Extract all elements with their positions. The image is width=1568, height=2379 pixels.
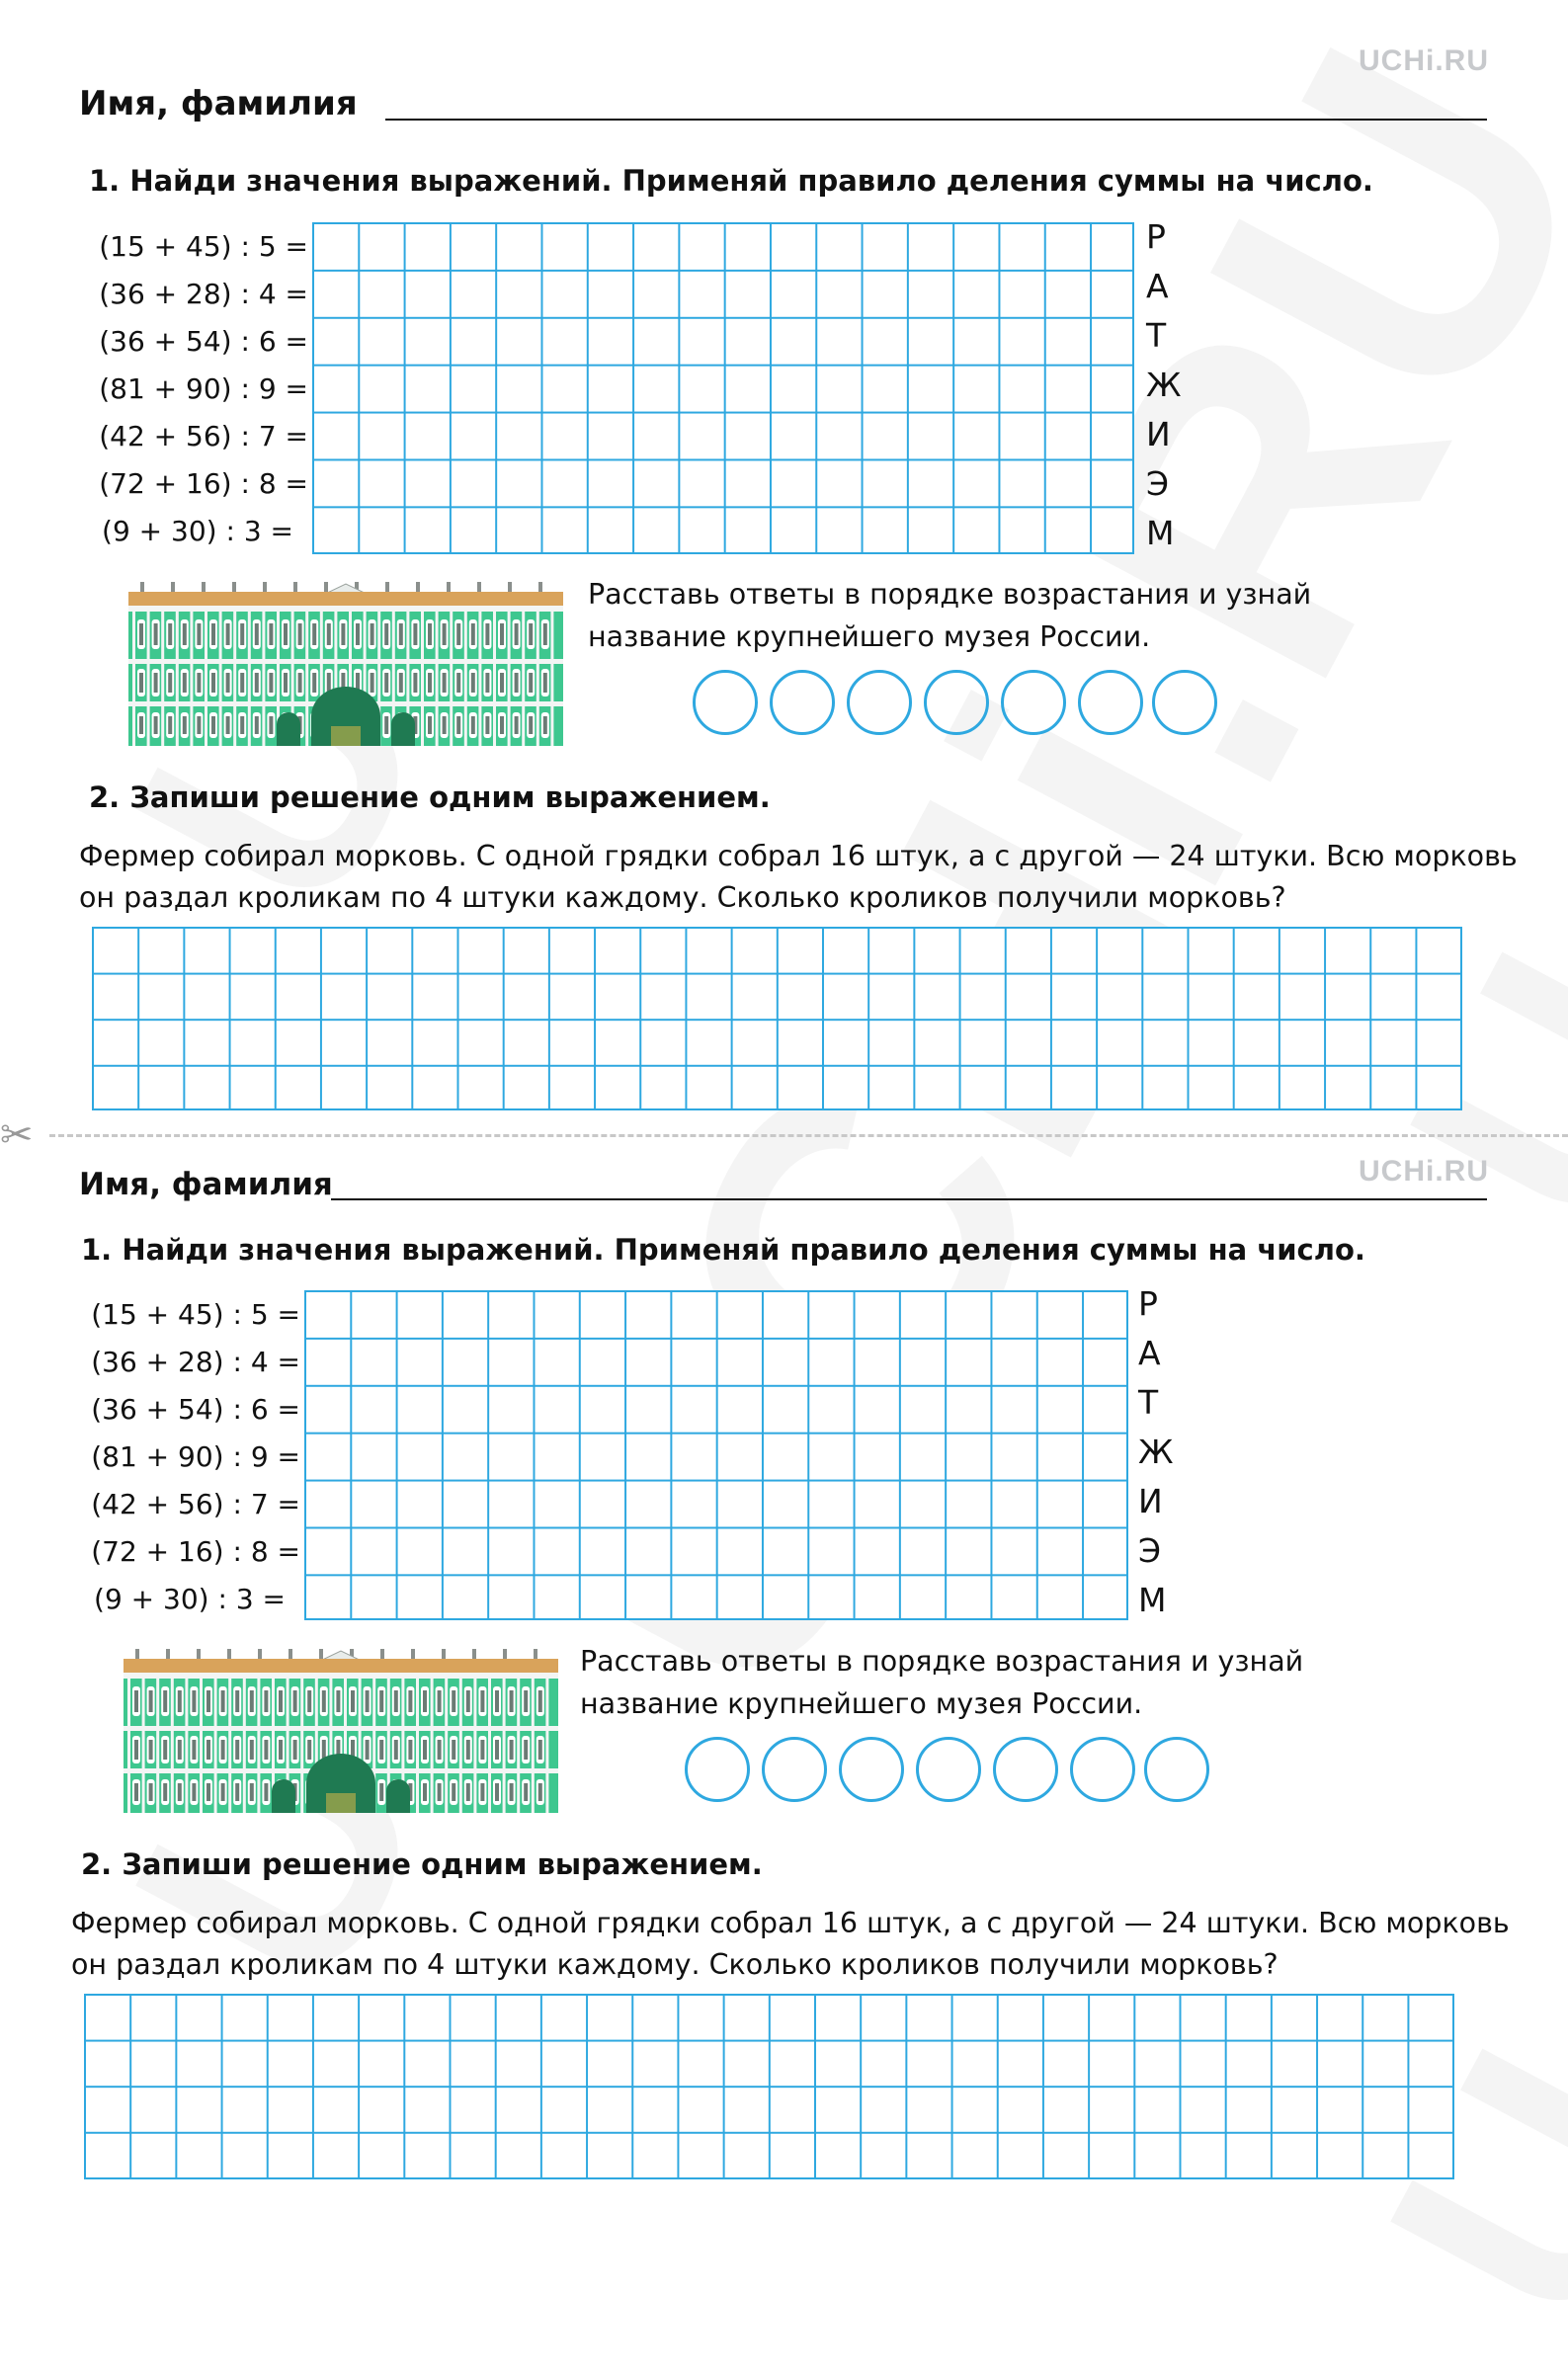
task2-problem-text	[71, 1903, 1510, 1986]
answer-letter: Р	[1138, 1284, 1158, 1323]
instruction-line: Расставь ответы в порядке возрастания и узнай	[580, 1645, 1304, 1678]
answer-letter: Р	[1146, 217, 1166, 256]
task1-number: 1.	[89, 164, 121, 198]
task2-heading	[89, 780, 771, 814]
answer-letter: И	[1146, 415, 1171, 453]
answer-letter: Ж	[1146, 366, 1182, 404]
brand-logo: UCHi.RU	[1359, 44, 1489, 77]
answer-grid-task1[interactable]	[304, 1290, 1128, 1620]
answer-letter: И	[1138, 1482, 1163, 1520]
task2-problem-text	[79, 836, 1518, 919]
answer-letter: Т	[1138, 1383, 1159, 1422]
expression: (9 + 30) : 3 =	[94, 1583, 286, 1615]
problem-line: Фермер собирал морковь. С одной грядки собрал 16 штук, а с другой — 24 штуки. Всю морковь	[79, 840, 1518, 872]
task2-title: Запиши решение одним выражением.	[129, 780, 771, 814]
answer-letter: Э	[1138, 1531, 1162, 1570]
task1-title: Найди значения выражений. Применяй правило деления суммы на число.	[122, 1233, 1365, 1267]
answer-grid-task2[interactable]	[84, 1994, 1454, 2179]
answer-letter: А	[1138, 1334, 1161, 1372]
name-input-line[interactable]	[331, 1198, 1487, 1200]
expression: (81 + 90) : 9 =	[91, 1440, 300, 1473]
task2-number: 2.	[89, 780, 121, 814]
answer-circle[interactable]	[924, 670, 989, 735]
hermitage-museum-illustration	[124, 1645, 558, 1813]
expression: (15 + 45) : 5 =	[99, 230, 308, 263]
expression: (72 + 16) : 8 =	[99, 467, 308, 500]
expression: (42 + 56) : 7 =	[91, 1488, 300, 1520]
answer-circle[interactable]	[762, 1737, 827, 1802]
answer-letter: А	[1146, 267, 1169, 305]
task1-instruction	[588, 573, 1311, 658]
name-input-line[interactable]	[385, 119, 1487, 121]
expression: (36 + 28) : 4 =	[99, 278, 308, 310]
answer-circle[interactable]	[693, 670, 758, 735]
scissors-icon: ✂	[0, 1112, 34, 1158]
answer-letter: Т	[1146, 316, 1167, 355]
hermitage-museum-illustration	[128, 578, 563, 746]
instruction-line: Расставь ответы в порядке возрастания и узнай	[588, 578, 1312, 611]
expression: (36 + 54) : 6 =	[91, 1393, 300, 1426]
problem-line: он раздал кроликам по 4 штуки каждому. Сколько кроликов получили морковь?	[79, 881, 1286, 914]
task2-number: 2.	[81, 1847, 113, 1881]
answer-letter: Э	[1146, 464, 1170, 503]
answer-letter: М	[1146, 514, 1175, 552]
expression: (36 + 54) : 6 =	[99, 325, 308, 358]
answer-circle[interactable]	[685, 1737, 750, 1802]
expression: (9 + 30) : 3 =	[102, 515, 293, 547]
answer-circle[interactable]	[916, 1737, 981, 1802]
task1-heading	[81, 1233, 1365, 1267]
task1-title: Найди значения выражений. Применяй правило деления суммы на число.	[129, 164, 1373, 198]
expression: (42 + 56) : 7 =	[99, 420, 308, 452]
answer-letter: Ж	[1138, 1433, 1174, 1471]
answer-grid-task1[interactable]	[312, 222, 1134, 554]
instruction-line: название крупнейшего музея России.	[588, 620, 1151, 653]
expression: (36 + 28) : 4 =	[91, 1346, 300, 1378]
instruction-line: название крупнейшего музея России.	[580, 1687, 1143, 1720]
task1-heading	[89, 164, 1373, 198]
answer-circle[interactable]	[770, 670, 835, 735]
answer-circle[interactable]	[839, 1737, 904, 1802]
cut-line	[49, 1134, 1568, 1137]
name-label: Имя, фамилия	[79, 1167, 333, 1202]
problem-line: Фермер собирал морковь. С одной грядки собрал 16 штук, а с другой — 24 штуки. Всю морковь	[71, 1907, 1510, 1939]
expression: (81 + 90) : 9 =	[99, 372, 308, 405]
name-label: Имя, фамилия	[79, 84, 358, 123]
answer-letter: М	[1138, 1581, 1167, 1619]
answer-circle[interactable]	[847, 670, 912, 735]
task1-number: 1.	[81, 1233, 113, 1267]
task1-instruction	[580, 1640, 1303, 1725]
task2-title: Запиши решение одним выражением.	[122, 1847, 763, 1881]
answer-circle[interactable]	[993, 1737, 1058, 1802]
answer-circle[interactable]	[1001, 670, 1066, 735]
task2-heading	[81, 1847, 763, 1881]
answer-circle[interactable]	[1070, 1737, 1135, 1802]
problem-line: он раздал кроликам по 4 штуки каждому. Сколько кроликов получили морковь?	[71, 1948, 1279, 1981]
expression: (72 + 16) : 8 =	[91, 1535, 300, 1568]
expression: (15 + 45) : 5 =	[91, 1298, 300, 1331]
answer-circle[interactable]	[1144, 1737, 1209, 1802]
answer-circle[interactable]	[1078, 670, 1143, 735]
answer-grid-task2[interactable]	[92, 927, 1462, 1110]
brand-logo: UCHi.RU	[1359, 1155, 1489, 1188]
answer-circle[interactable]	[1152, 670, 1217, 735]
